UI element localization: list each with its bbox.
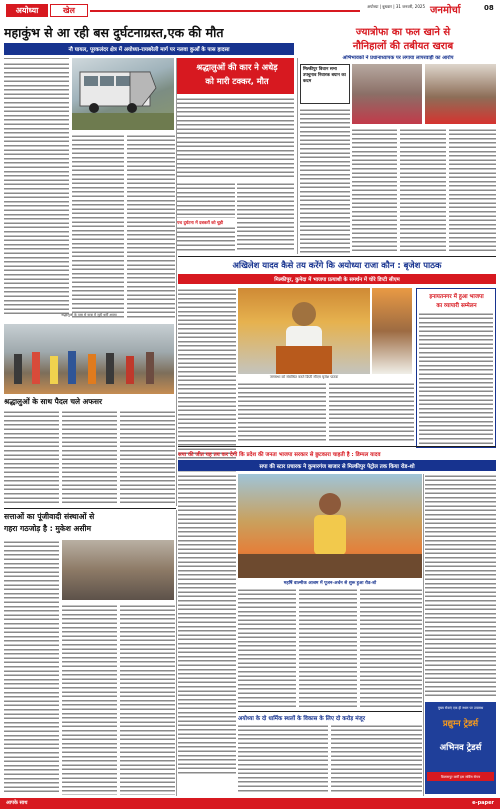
footer-left: आपके साथ — [6, 800, 28, 806]
kumbh-headline: महाकुंभ से आ रही बस दुर्घटनाग्रस्त,एक की मौत — [4, 25, 224, 40]
dev-headline: अयोध्या के दो धार्मिक स्थलों के विकास के लिए दो करोड़ मंजूर — [238, 716, 365, 722]
car-headline-2: को मारी टक्कर, मौत — [205, 76, 269, 86]
jatropha-photo-child-right — [425, 64, 496, 124]
ad-brand-1: प्रद्युम्न ट्रेडर्स — [442, 719, 479, 729]
masthead-red-rule — [90, 10, 360, 12]
column-rule-3 — [176, 510, 177, 796]
shraddhalu-col3 — [120, 410, 175, 505]
ad-footer: बिलासपुर कर्मी इस सर्विस सेन्टर — [427, 772, 494, 781]
car-inner-head: पथ दुर्घटना में दबकरों को चुड़ी — [177, 220, 223, 225]
footer-right: e-paper — [472, 800, 494, 806]
akhilesh-subhead: मिल्कीपुर, कुमेदा में भाजपा प्रत्याशी के समर्थन में चोरे डिप्टी सीएम — [274, 277, 400, 283]
shraddhalu-col1 — [4, 410, 59, 505]
section-tab-ayodhya-label: अयोध्या — [15, 6, 39, 15]
column-rule-1 — [176, 58, 177, 506]
akhilesh-subhead-bar — [178, 274, 496, 284]
car-col4-text — [177, 226, 235, 252]
kumbh-col2-text — [72, 134, 124, 318]
ashram-caption: महर्षि वाल्मीक आश्रम में पूजन-अर्चन से शुरू हुआ रोड-शो — [283, 581, 377, 586]
car-col3-text — [237, 182, 294, 252]
column-rule-2 — [297, 58, 298, 254]
jatropha-photo-child-left — [352, 64, 422, 124]
bus-illustration — [72, 58, 174, 130]
akhilesh-caption: जनसभा को संबोधित करते डिप्टी सीएम बृजेश पाठक — [269, 375, 339, 379]
dimple-col1 — [178, 474, 236, 774]
car-col1-text — [177, 97, 294, 179]
dimple-col5 — [425, 474, 496, 698]
car-headline-1: श्रद्धालुओं की कार ने अधेड़ — [196, 62, 278, 72]
dev-col1 — [238, 724, 328, 794]
car-col2-text — [177, 182, 235, 218]
jatropha-headline-1: ज्यात्रोफा का फल खाने से — [355, 27, 451, 38]
aseem-headline-2: गहरा गठजोड़ है : मुकेश असीम — [4, 524, 91, 533]
kumbh-subhead: नौ घायल, पूरकलंदर क्षेत्र में अयोध्या-रायबरेली मार्ग पर नलवा कुआँ के पास हादसा — [68, 47, 230, 53]
dimple-subhead-bar — [178, 460, 496, 471]
column-rule-4 — [423, 474, 424, 796]
speaker-figure — [238, 288, 370, 374]
ad-brand-2: अभिनव ट्रेडर्स — [439, 743, 482, 753]
business-headline-1: इनायतनगर में हुआ भाजपा — [429, 294, 484, 300]
kumbh-col1-lines — [4, 58, 69, 317]
aseem-event-photo — [62, 540, 174, 600]
jatropha-subhead: अभिभावकों ने प्रधानाध्यापक पर लगाया लापरवाही का आरोप — [342, 55, 454, 61]
shraddhalu-caption: श्रद्धालुओं के साथ पैदल चले अफसर — [4, 397, 102, 406]
bus-accident-photo — [72, 58, 174, 130]
page-number: 08 — [484, 4, 494, 12]
akhilesh-col3-text — [329, 382, 414, 442]
dimple-subhead: सपा की स्टार प्रचारक ने कुमारगंज बाजार से मिल्कीपुर पेट्रोल तक किया रोड-शो — [259, 463, 415, 470]
crowd-illustration — [4, 324, 174, 394]
dimple-col3 — [299, 588, 357, 708]
kumbh-col1-text — [4, 58, 69, 318]
candidate-photo — [372, 288, 412, 374]
dimple-col2 — [238, 588, 296, 708]
dev-col2 — [331, 724, 422, 794]
ad-tagline: मुख्य सेवाएं एक ही स्थान पर उपलब्ध — [437, 706, 484, 710]
pilgrims-walk-photo — [4, 324, 174, 394]
akhilesh-col2-text — [238, 382, 326, 442]
business-text — [419, 312, 493, 444]
aseem-col1 — [4, 540, 59, 795]
dimple-col4 — [360, 588, 422, 708]
kumbh-subhead-bar — [4, 43, 294, 55]
jatropha-col4-text — [449, 128, 496, 253]
divider-top — [178, 256, 496, 257]
jatropha-sidebox-text: मिल्कीपुर विधान सभा उपचुनाव निवारक बयान का कदम — [303, 67, 346, 84]
jatropha-col2-text — [352, 128, 397, 253]
akhilesh-headline: अखिलेश यादव कैसे तय करेंगे कि अयोध्या राजा कौन : बृजेश पाठक — [232, 260, 442, 270]
jatropha-col1-text — [300, 108, 350, 253]
shraddhalu-col2 — [62, 410, 117, 505]
section-tab-sports-label: खेल — [63, 6, 75, 15]
jatropha-col3-text — [400, 128, 446, 253]
divider-dimple — [178, 446, 496, 447]
jatropha-sidebox — [300, 64, 350, 104]
divider-dev — [238, 711, 422, 712]
aseem-col2 — [62, 604, 117, 795]
dimple-roadshow-photo — [238, 474, 422, 578]
paper-logo: जनमोर्चा — [430, 5, 461, 16]
dimple-headline: सपा की जीत यह तय कर देगी कि प्रदेश की जनता भाजपा सरकार से छुटकारा चाहती है : डिम्पल यादव — [178, 452, 381, 458]
business-headline-2: का व्यापारी सम्मेलन — [436, 303, 477, 309]
kumbh-col3-text — [127, 134, 175, 318]
brijesh-pathak-photo — [238, 288, 370, 374]
aseem-headline-1: सत्ताओं का पूंजीवादी संस्थाओं से — [4, 512, 95, 521]
page-footer-bar — [0, 798, 500, 809]
jatropha-headline-2: नौनिहालों की तबीयत खराब — [352, 41, 454, 52]
section-tab-sports[interactable] — [50, 4, 88, 17]
divider-aseem — [4, 508, 176, 509]
roadshow-illustration — [238, 474, 422, 578]
dateline: अयोध्या | बुधवार | 31 जनवरी, 2025 — [367, 4, 425, 9]
advertisement[interactable] — [425, 702, 496, 794]
aseem-col3 — [120, 604, 175, 795]
kumbh-photo-caption: श्रद्धालुओं के पास से यात्रा में जुटी धर्मी आत्मा — [61, 313, 117, 317]
section-tab-ayodhya[interactable] — [6, 4, 48, 17]
